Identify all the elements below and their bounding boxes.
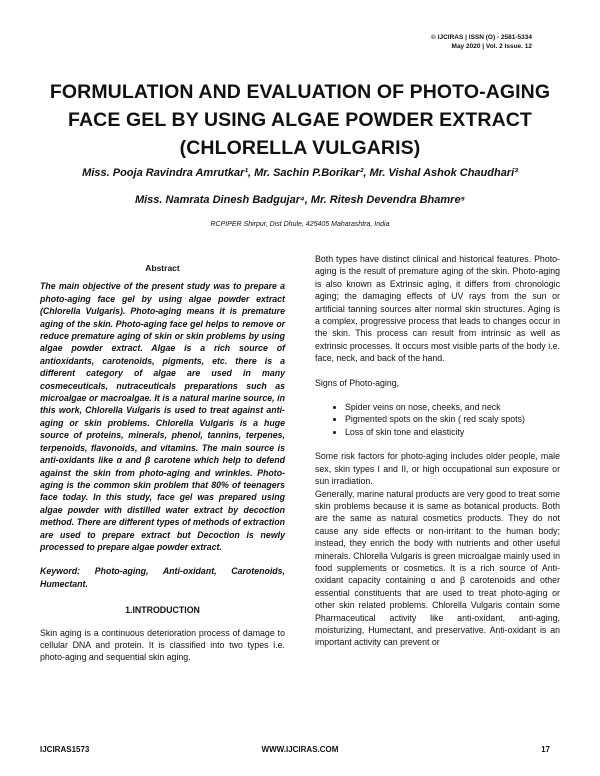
list-item: • Pigmented spots on the skin ( red scaly spots)	[345, 413, 560, 425]
abstract-text: The main objective of the present study was to prepare a photo-aging face gel by using algae powder extract (Chlorella Vulgaris). Photo-aging means it is premature aging of the skin. Photo-aging face gel helps to remove or reduce premature aging of skin or skin problems by using algae powder extract. Algae is a rich source of antioxidants, carotenoids, pigments, etc. there is a different category of algae are used in many cosmeceuticals, nutraceuticals preparations such as microalgae or macroalgae. It is a natural marine source, in this work, Chlorella Vulgaris is used to treat against anti-aging or skin problems. Chlorella Vulgaris is a huge source of proteins, minerals, phenol, tannins, terpenes, terpenoids, flavonoids, and vitamins. The main source is anti-oxidants like α and β carotene which help to defend against the skin from photo-aging and wrinkles. Photo-aging is the common skin problem that 80% of teenagers face today. In this study, face gel was prepared using algae powder with distilled water extract by decoction method. There are different types of methods of extraction are used to prepare extract but Decoction is newly processed to prepare algae powder extract.	[40, 281, 285, 552]
footer-article-id: IJCIRAS1573	[40, 745, 90, 754]
signs-heading: Signs of Photo-aging,	[315, 377, 400, 388]
journal-header	[431, 33, 532, 51]
left-column	[40, 262, 285, 664]
list-item: • Spider veins on nose, cheeks, and neck	[345, 401, 560, 413]
header-issue: May 2020 | Vol. 2 Issue. 12	[451, 43, 532, 50]
paragraph-1: Both types have distinct clinical and historical features. Photo-aging is the result of premature aging of the skin. Photo-aging is also known as Extrinsic aging, it differs from chronologic aging; the damaging effects of UV rays from the sun or artificial tanning sources alter normal skin structures. Aging is a complex, progressive process that leads to changes occur in the skin. This process can result from intrinsic as well as extrinsic processes. It occurs most visible parts of the body i.e. face, neck, and back of the hand.	[315, 254, 560, 364]
paragraph-3: Generally, marine natural products are very good to treat some skin problems because it is same as botanical products. Both are the same as natural cosmetics products. They do not cause any side effects or non-irritant to the human body; instead, they enrich the body with nutrients and other useful minerals. Chlorella Vulgaris is green microalgae mainly used in food supplements or cosmetics. It is a rich source of Anti-oxidant capacity containing α and β carotenoids and other essential constituents that are used to treat photo-aging or other skin related problems. Chlorella Vulgaris contain some Pharmaceutical activity like anti-oxidant, anti-aging, moisturizing, Humectant, and preservative. Anti-oxidant is an important activity can prevent or	[315, 488, 560, 648]
list-item: • Loss of skin tone and elasticity	[345, 426, 560, 438]
introduction-heading: 1.INTRODUCTION	[125, 605, 200, 616]
signs-list	[315, 401, 560, 438]
introduction-text: Skin aging is a continuous deterioration process of damage to cellular DNA and protein. It is classified into two types i.e. photo-aging and sequential skin aging.	[40, 627, 285, 663]
right-column	[315, 253, 560, 649]
footer-website[interactable]: WWW.IJCIRAS.COM	[261, 745, 339, 754]
abstract-heading: Abstract	[145, 263, 180, 273]
paragraph-2: Some risk factors for photo-aging includes older people, male sex, skin types I and II, or high occupational sun exposure or sun irradiation.	[315, 451, 560, 487]
affiliation: RCPIPER Shirpur, Dist Dhule, 425405 Maharashtra, India	[210, 221, 390, 228]
page-number: 17	[541, 745, 550, 754]
authors-line-2: Miss. Namrata Dinesh Badgujar⁴, Mr. Ritesh Devendra Bhamre⁵	[134, 194, 466, 206]
authors-line-1: Miss. Pooja Ravindra Amrutkar¹, Mr. Sachin P.Borikar², Mr. Vishal Ashok Chaudhari³	[82, 167, 518, 179]
keywords: Keyword: Photo-aging, Anti-oxidant, Carotenoids, Humectant.	[40, 566, 285, 589]
paper-title: FORMULATION AND EVALUATION OF PHOTO-AGING FACE GEL BY USING ALGAE POWDER EXTRACT (CHLORELLA VULGARIS)	[49, 81, 551, 159]
header-issn: © IJCIRAS | ISSN (O) - 2581-5334	[431, 34, 532, 41]
